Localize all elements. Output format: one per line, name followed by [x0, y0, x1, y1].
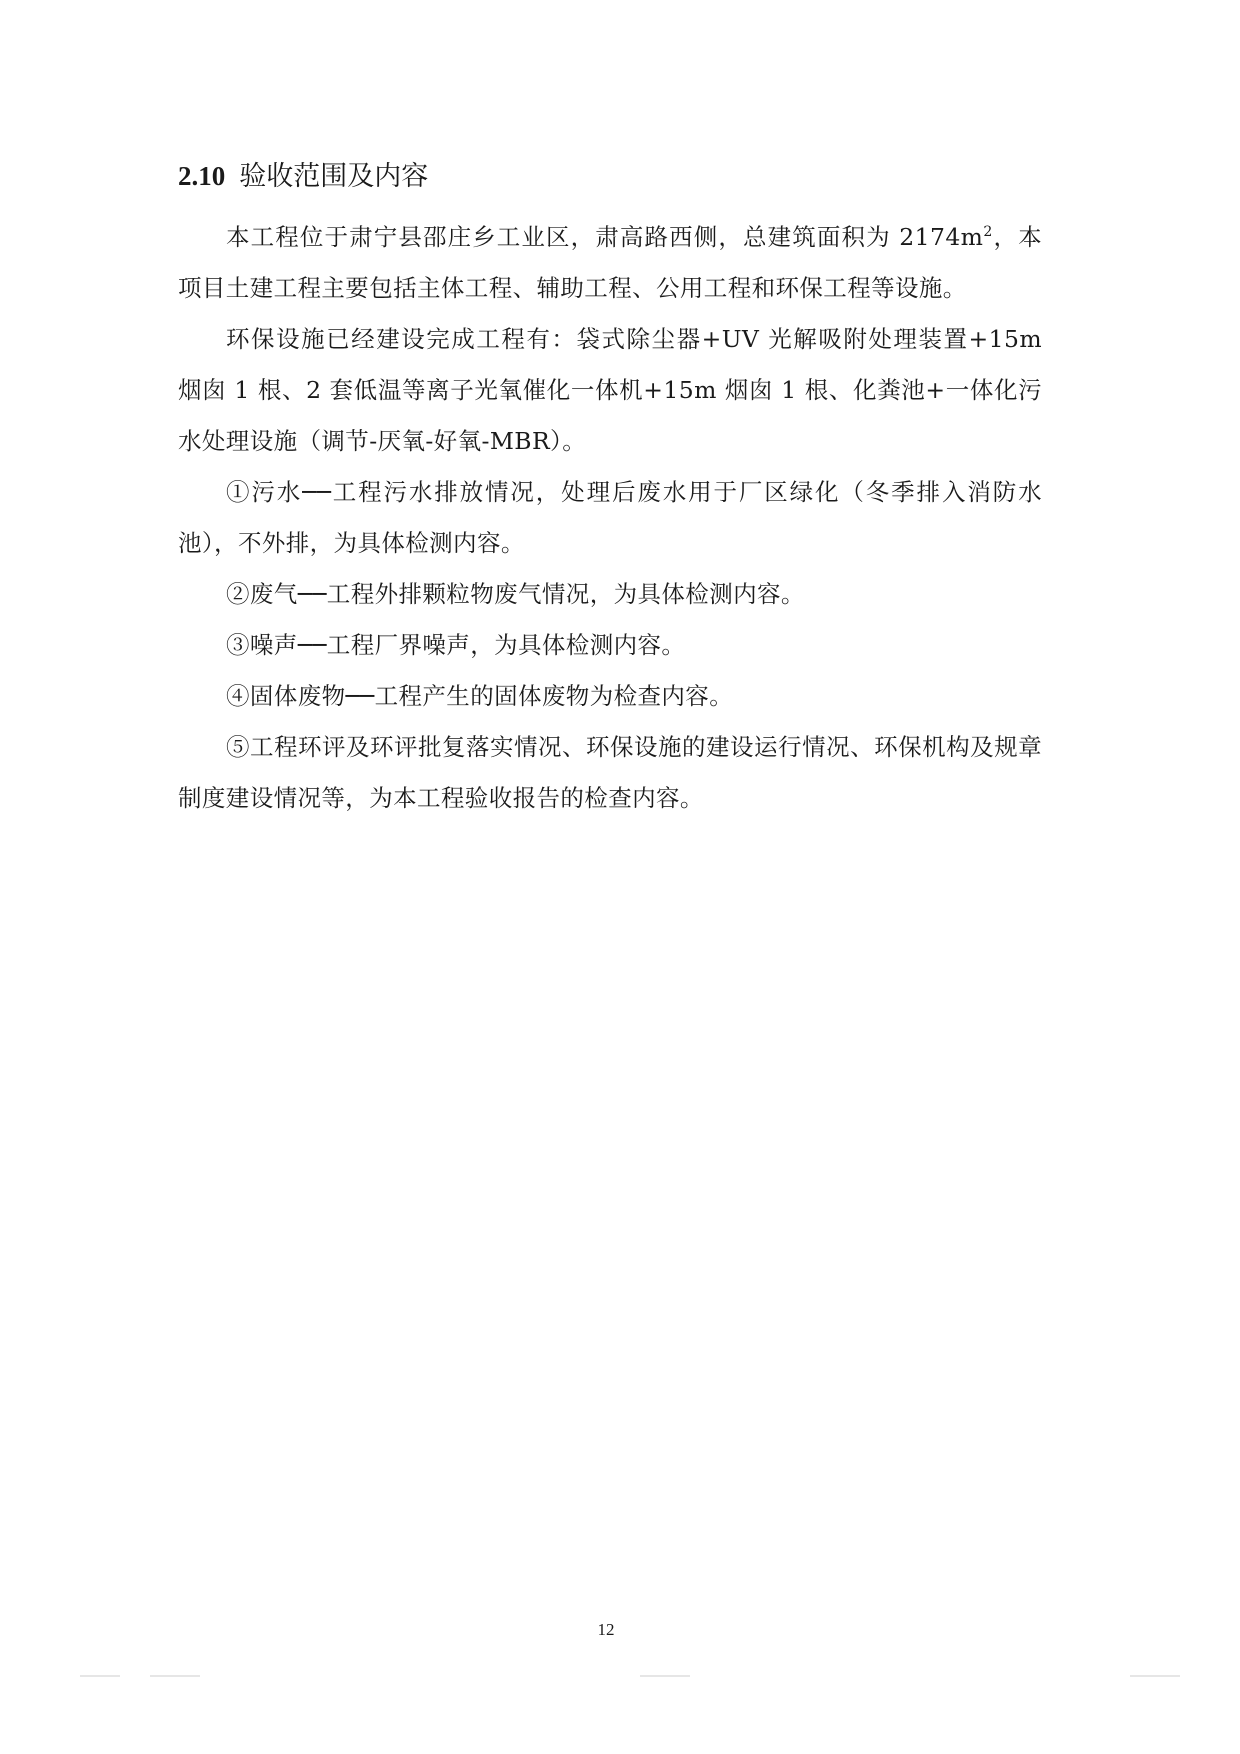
body-text	[178, 212, 1042, 824]
paragraph-location	[178, 212, 1042, 314]
paragraph-noise: ③噪声──工程厂界噪声，为具体检测内容。	[226, 631, 686, 659]
scan-artifact	[1130, 1675, 1180, 1677]
section-number: 2.10	[178, 161, 226, 191]
paragraph-eia-review: ⑤工程环评及环评批复落实情况、环保设施的建设运行情况、环保机构及规章制度建设情况等，为本工程验收报告的检查内容。	[178, 733, 1042, 812]
scan-artifact	[640, 1675, 690, 1677]
scan-artifact	[150, 1675, 200, 1677]
paragraph-solid-waste: ④固体废物──工程产生的固体废物为检查内容。	[226, 682, 734, 710]
paragraph-waste-gas: ②废气──工程外排颗粒物废气情况，为具体检测内容。	[226, 580, 805, 608]
paragraph-wastewater: ①污水──工程污水排放情况，处理后废水用于厂区绿化（冬季排入消防水池），不外排，为具体检测内容。	[178, 478, 1042, 557]
section-heading	[178, 156, 428, 197]
paragraph-location-tail: ，本项目土建工程主要包括主体工程、辅助工程、公用工程和环保工程等设施。	[178, 223, 1042, 302]
section-title: 验收范围及内容	[239, 161, 429, 192]
area-unit-superscript: 2	[983, 224, 993, 241]
scan-artifact	[80, 1675, 120, 1677]
page-number: 12	[597, 1620, 615, 1639]
paragraph-location-main: 本工程位于肃宁县邵庄乡工业区，肃高路西侧，总建筑面积为 2174m	[226, 223, 984, 251]
paragraph-facilities: 环保设施已经建设完成工程有：袋式除尘器+UV 光解吸附处理装置+15m 烟囱 1 根、2 套低温等离子光氧催化一体机+15m 烟囱 1 根、化粪池+一体化污水处理设施（调节-厌氧-好氧-MBR）。	[178, 325, 1042, 455]
